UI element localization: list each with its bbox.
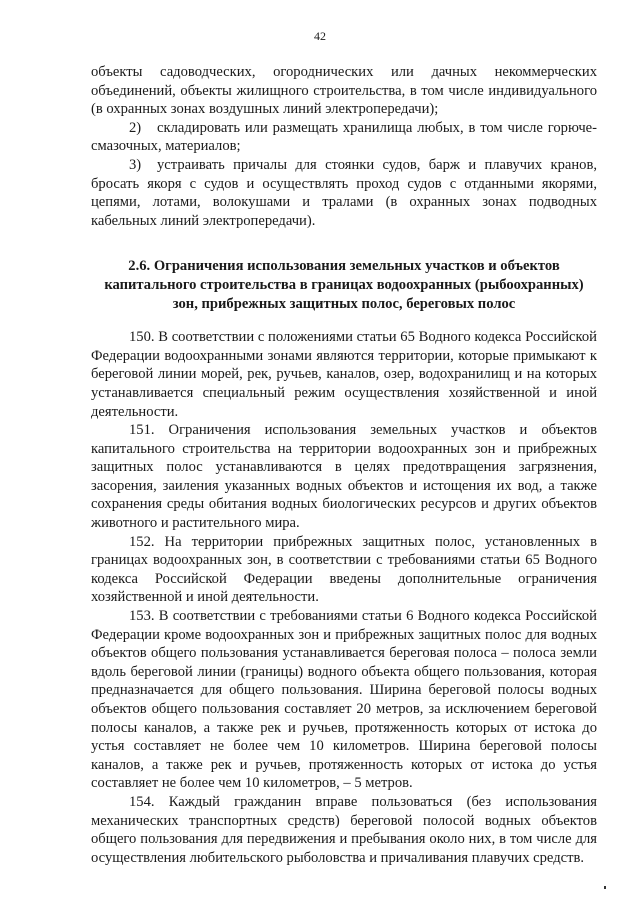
page-number: 42 [314,29,326,43]
paragraph-150: 150. В соответствии с положениями статьи 65 Водного кодекса Российской Федерации водоохранными зонами являются территории, которые примыкают к береговой линии морей, рек, ручьев, каналов, озер, водохранилищ и на которых устанавливается специальный режим осуществления хозяйственной и иной деятельности. [91,329,597,420]
list-item-2 [91,119,597,156]
document-body [91,63,597,867]
list-item-number: 2) [129,119,142,136]
paragraph-151: 151. Ограничения использования земельных участков и объектов капитального строительства на территории водоохранных зон и прибрежных защитных полос устанавливаются в целях предотвращения загрязнения, засорения, заиления указанных водных объектов и истощения их вод, а также сохранения среды обитания водных биологических ресурсов и других объектов животного и растительного мира. [91,422,597,532]
list-item-number: 3) [129,156,142,173]
scan-speck [604,886,606,889]
paragraph-153: 153. В соответствии с требованиями статьи 6 Водного кодекса Российской Федерации кроме водоохранных зон и прибрежных защитных полос для водных объектов общего пользования устанавливается береговая полоса – полоса земли вдоль береговой линии (границы) водного объекта общего пользования, которая предназначается для общего пользования. Ширина береговой полосы водных объектов общего пользования составляет 20 метров, за исключением береговой полосы каналов, а также рек и ручьев, протяженность которых от истока до устья составляет не более чем 10 километров. Ширина береговой полосы каналов, а также рек и ручьев, протяженность которых от истока до устья составляет не более чем 10 километров, – 5 метров. [91,608,597,792]
list-item-3 [91,156,597,230]
continuation-paragraph: объекты садоводческих, огороднических или дачных некоммерческих объединений, объекты жилищного строительства, в том числе индивидуального (в охранных зонах воздушных линий электропередачи); [91,64,597,118]
section-heading: 2.6. Ограничения использования земельных участков и объектов капитального строительства в границах водоохранных (рыбоохранных) зон, прибрежных защитных полос, береговых полос [104,258,584,312]
list-item-text: складировать или размещать хранилища любых, в том числе горюче-смазочных, материалов; [91,119,597,155]
paragraph-154: 154. Каждый гражданин вправе пользоваться (без использования механических транспортных средств) береговой полосой водных объектов общего пользования для передвижения и пребывания около них, в том числе для осуществления любительского рыболовства и причаливания плавучих средств. [91,793,597,866]
list-item-text: устраивать причалы для стоянки судов, барж и плавучих кранов, бросать якоря с судов и осуществлять проход судов с отданными якорями, цепями, лотами, волокушами и тралами (в охранных зонах подводных кабельных линий электропередачи). [91,156,597,229]
paragraph-152: 152. На территории прибрежных защитных полос, установленных в границах водоохранных зон, в соответствии с требованиями статьи 65 Водного кодекса Российской Федерации введены дополнительные ограничения хозяйственной и иной деятельности. [91,533,597,606]
